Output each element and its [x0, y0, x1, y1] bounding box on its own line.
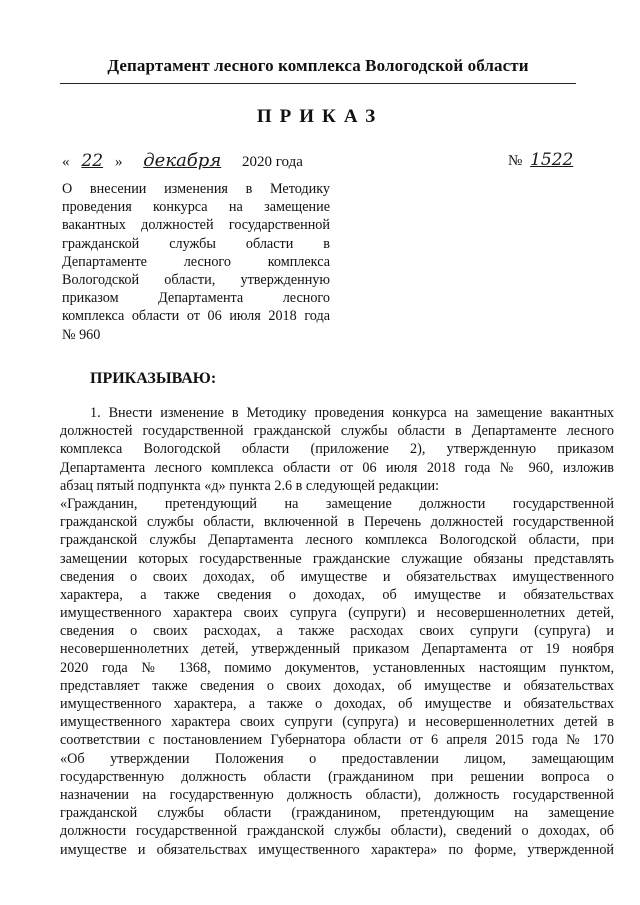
body-line: гражданской службы области, включенной в Перечень должностей государственной — [60, 514, 614, 531]
date-month-handwritten: декабря — [143, 150, 222, 171]
body-line: замещении которых государственные гражданские служащие обязаны представлять — [60, 550, 614, 567]
body-line: гражданской службы Департамента лесного комплекса Вологодской области, при — [60, 532, 614, 549]
document-title: ПРИКАЗ — [256, 106, 384, 127]
body-line: «Гражданин, претендующий на замещение должности государственной — [60, 495, 614, 512]
date-open-quote: « — [62, 154, 70, 170]
subject-line: № 960 — [62, 326, 101, 343]
subject-line: О внесении изменения в Методику — [62, 181, 330, 197]
body-line: имуществе и обязательствах имущественного характера» по форме, утвержденной — [60, 841, 614, 858]
body-line: должностей государственной гражданской службы области в Департаменте лесного — [60, 423, 614, 440]
body-line: государственную должность области (гражданином при решении вопроса о — [60, 768, 614, 785]
order-number — [508, 150, 586, 170]
order-directive: ПРИКАЗЫВАЮ: — [90, 370, 217, 387]
subject-line: гражданской службы области в — [62, 235, 330, 252]
body-line: сведения о своих расходах, а также расходах своих супруги (супруга) и — [60, 623, 614, 640]
order-body — [60, 404, 614, 859]
body-line: Департамента лесного комплекса области от 06 июля 2018 года № 960, изложив — [60, 459, 614, 476]
subject-line: приказом Департамента лесного — [62, 290, 330, 307]
body-line: должности государственной гражданской службы области), сведений о доходах, об — [60, 823, 614, 840]
date-year: 2020 года — [242, 154, 303, 170]
body-line: «Об утверждении Положения о предоставлении лицом, замещающим — [60, 750, 614, 767]
body-line: абзац пятый подпункта «д» пункта 2.6 в следующей редакции: — [60, 477, 440, 494]
body-line: характера, а также сведения о доходах, об имуществе и обязательствах — [60, 586, 614, 603]
date-close-quote: » — [115, 154, 123, 170]
number-label: № — [508, 153, 523, 169]
body-line: имущественного характера своих супруги (супруга) и несовершеннолетних детей в — [60, 714, 614, 731]
subject-line: проведения конкурса на замещение — [62, 199, 330, 216]
subject-line: Департаменте лесного комплекса — [62, 253, 330, 270]
subject-line: комплекса области от 06 июля 2018 года — [62, 308, 330, 325]
department-name: Департамент лесного комплекса Вологодской области — [107, 56, 529, 75]
body-line: несовершеннолетних детей, утвержденный приказом Департамента от 19 ноября — [60, 641, 614, 658]
subject-line: вакантных должностей государственной — [62, 217, 330, 234]
body-line: представляет также сведения о своих доходах, об имуществе и обязательствах — [60, 677, 614, 694]
date-day-handwritten: 22 — [81, 151, 104, 171]
body-line: гражданской службы области (гражданином, претендующим на замещение — [60, 805, 614, 822]
body-line: комплекса Вологодской области (приложение 2), утвержденную приказом — [60, 441, 614, 458]
order-date — [62, 150, 303, 171]
order-subject — [62, 180, 330, 344]
number-handwritten: 1522 — [530, 150, 574, 170]
body-line: соответствии с постановлением Губернатора области от 6 апреля 2015 года № 170 — [60, 732, 614, 749]
subject-line: Вологодской области, утвержденную — [62, 272, 330, 289]
body-line: сведения о своих доходах, об имуществе и обязательствах имущественного — [60, 568, 614, 585]
body-line: назначении на государственную должность области), должность государственной — [60, 786, 614, 803]
body-line: имущественного характера своих супруга (супруги) и несовершеннолетних детей, — [60, 605, 614, 622]
body-line: 1. Внести изменение в Методику проведения конкурса на замещение вакантных — [90, 405, 614, 421]
body-line: 2020 года № 1368, помимо документов, установленных настоящим пунктом, — [60, 659, 614, 676]
header-divider — [60, 83, 576, 84]
body-line: имущественного характера, а также о доходах, об имуществе и обязательствах — [60, 696, 614, 712]
